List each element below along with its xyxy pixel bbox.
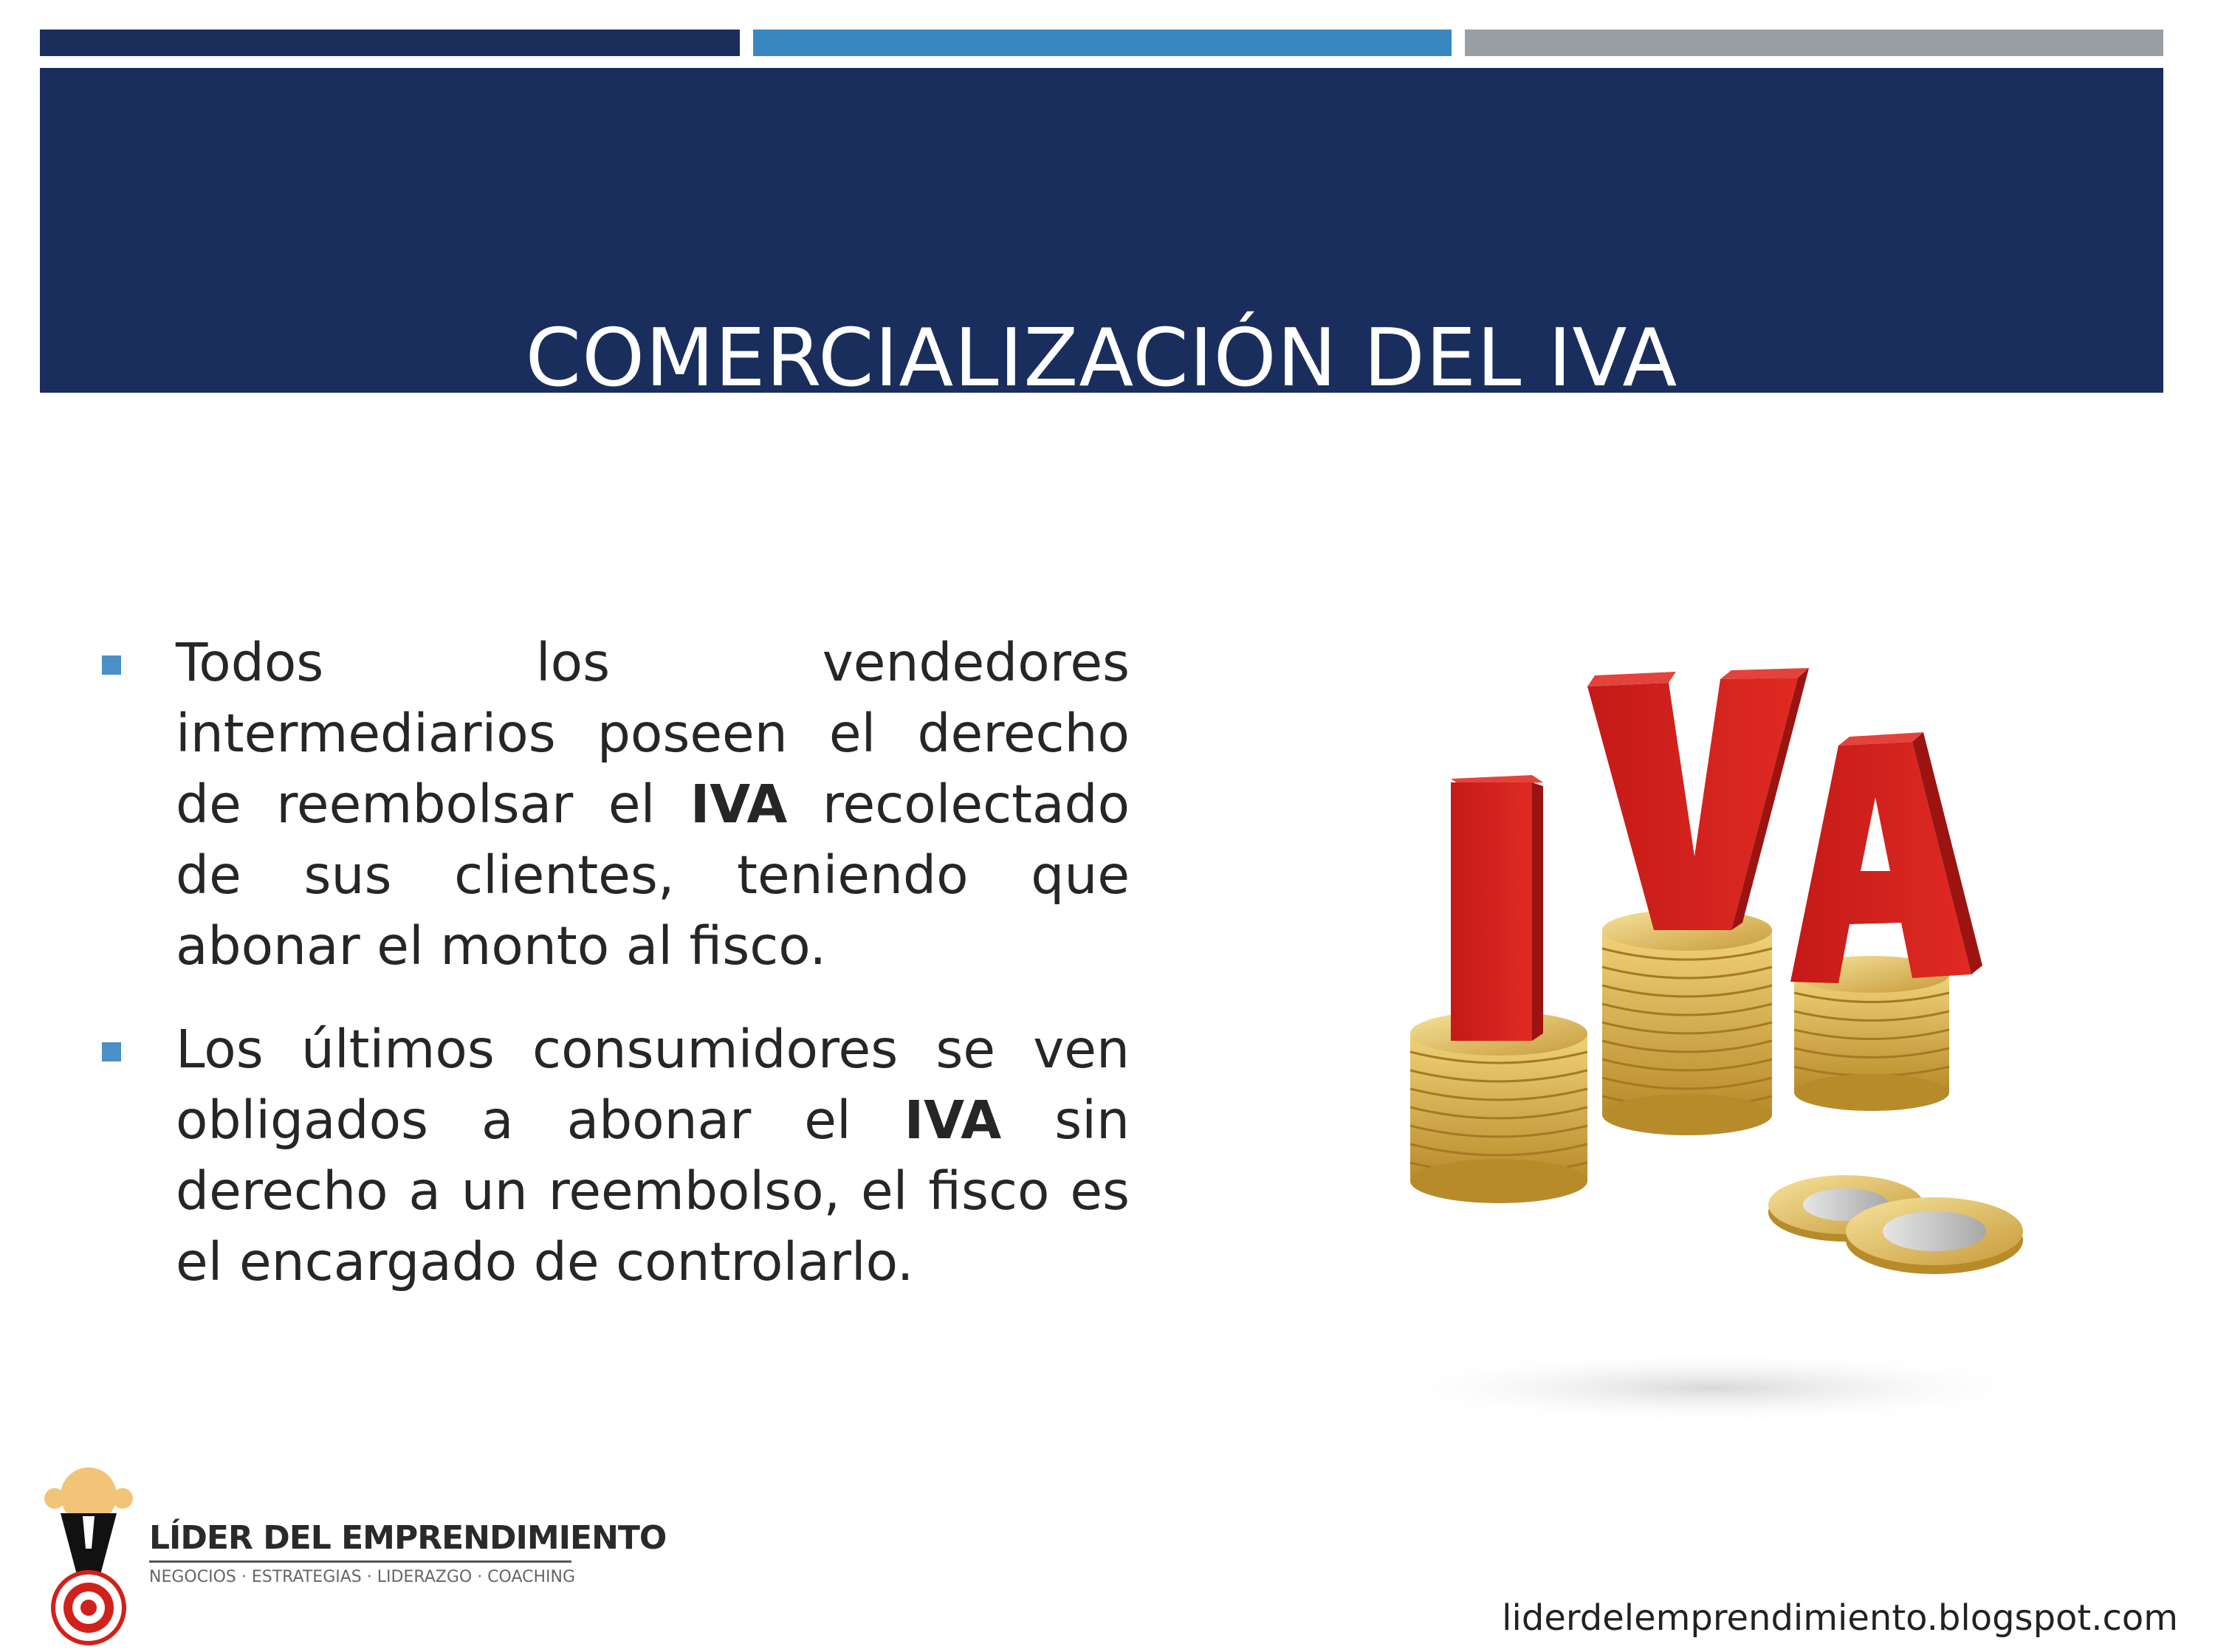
- bullet-list: [96, 627, 1130, 1330]
- accent-bar-blue: [753, 30, 1452, 56]
- letter-i-block: [1451, 775, 1543, 1041]
- logo-tagline: NEGOCIOS · ESTRATEGIAS · LIDERAZGO · COACHING: [149, 1568, 576, 1586]
- loose-coins: [1768, 1175, 2023, 1274]
- footer-url: liderdelemprendimiento.blogspot.com: [1502, 1597, 2178, 1639]
- square-bullet-icon: [102, 655, 121, 675]
- bullet-text: [176, 632, 1130, 977]
- accent-bar-gray: [1465, 30, 2163, 56]
- iva-coins-illustration: [1329, 650, 2112, 1447]
- logo-name: LÍDER DEL EMPRENDIMIENTO: [149, 1519, 667, 1557]
- bullet-bold-term: IVA: [690, 774, 788, 835]
- bullet-item: [96, 1014, 1130, 1298]
- bullet-text-part: Los últimos consumidores se ven obligados a abonar el: [176, 1019, 1130, 1151]
- square-bullet-icon: [102, 1042, 121, 1061]
- logo-divider: [149, 1560, 571, 1563]
- bullet-text: [176, 1019, 1130, 1293]
- accent-bar-navy: [40, 30, 740, 56]
- title-banner: [40, 68, 2163, 405]
- bullet-text-part: recolectado de sus clientes, teniendo que abonar el monto al fisco.: [176, 774, 1130, 977]
- bullet-item: [96, 627, 1130, 982]
- slide-title: COMERCIALIZACIÓN DEL IVA: [525, 312, 1678, 405]
- bullet-text-part: sin derecho a un reembolso, el fisco es el encargado de controlarlo.: [176, 1090, 1130, 1293]
- coin-stack-middle: [1602, 909, 1772, 1135]
- floor-shadow: [1366, 1351, 2060, 1425]
- bullet-text-part: Todos los vendedores intermediarios poseen el derecho de reembolsar el: [176, 632, 1130, 835]
- letter-v-block: [1587, 668, 1809, 930]
- letter-a-block: [1790, 732, 1982, 983]
- bullet-bold-term: IVA: [904, 1090, 1002, 1151]
